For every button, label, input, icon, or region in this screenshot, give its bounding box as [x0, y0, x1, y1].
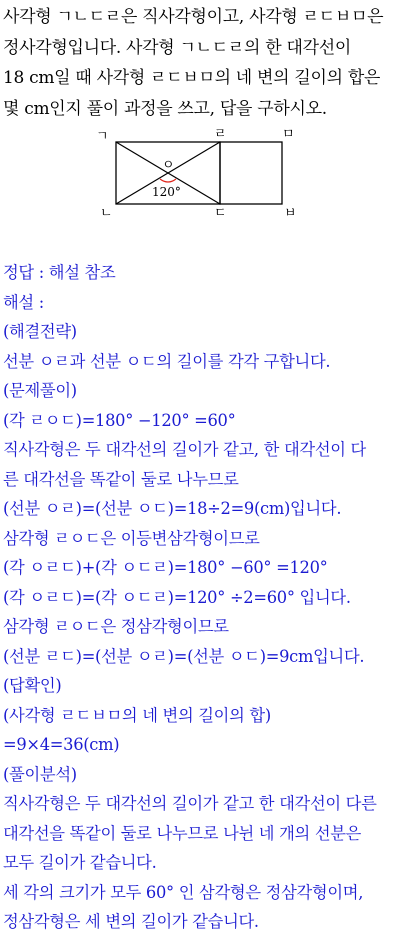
question-line: 사각형 ㄱㄴㄷㄹ은 직사각형이고, 사각형 ㄹㄷㅂㅁ은 — [3, 7, 384, 27]
solution-line: (문제풀이) — [3, 381, 77, 400]
solution-line: 대각선을 똑같이 둘로 나누므로 나뉜 네 개의 선분은 — [3, 823, 362, 843]
label-bieup: ㅂ — [284, 206, 297, 220]
question-line: 18 cm일 때 사각형 ㄹㄷㅂㅁ의 네 변의 길이의 합은 — [3, 68, 381, 88]
solution-line: (선분 ㄹㄷ)=(선분 ㅇㄹ)=(선분 ㅇㄷ)=9cm입니다. — [3, 646, 365, 666]
solution-line: (해결전략) — [3, 322, 77, 341]
question-line: 정사각형입니다. 사각형 ㄱㄴㄷㄹ의 한 대각선이 — [3, 37, 351, 58]
solution-line: 정삼각형은 세 변의 길이가 같습니다. — [3, 912, 259, 931]
solution-line: 른 대각선을 똑같이 둘로 나누므로 — [3, 469, 239, 489]
label-digeut: ㄷ — [214, 206, 227, 220]
solution-line: 삼각형 ㄹㅇㄷ은 정삼각형이므로 — [3, 617, 229, 636]
question-line: 몇 cm인지 풀이 과정을 쓰고, 답을 구하시오. — [3, 98, 327, 119]
solution-line: 삼각형 ㄹㅇㄷ은 이등변삼각형이므로 — [3, 528, 260, 548]
solution-header: 해설 : — [3, 292, 44, 312]
solution-line: (각 ㅇㄹㄷ)+(각 ㅇㄷㄹ)=180° −60° =120° — [3, 558, 328, 577]
solution-line: =9×4=36(cm) — [3, 735, 120, 754]
label-rieul: ㄹ — [214, 127, 227, 142]
label-mieum: ㅁ — [282, 127, 295, 142]
solution-line: (선분 ㅇㄹ)=(선분 ㅇㄷ)=18÷2=9(cm)입니다. — [3, 499, 342, 518]
solution-line: (사각형 ㄹㄷㅂㅁ의 네 변의 길이의 합) — [3, 705, 271, 725]
square-rieul-digeut-bieup-mieum — [220, 142, 282, 204]
solution-line: 선분 ㅇㄹ과 선분 ㅇㄷ의 길이를 각각 구합니다. — [3, 351, 331, 371]
rectangle-figure — [96, 120, 306, 220]
label-giyeok: ㄱ — [96, 129, 109, 144]
answer-label: 정답 : 해설 참조 — [3, 263, 116, 282]
solution-line: 모두 길이가 같습니다. — [3, 853, 157, 872]
solution-line: (풀이분석) — [3, 764, 77, 784]
question-text — [3, 2, 397, 124]
label-ieung-center: ㅇ — [162, 158, 175, 173]
solution-line: (답확인) — [3, 676, 62, 695]
solution-line: 직사각형은 두 대각선의 길이가 같고, 한 대각선이 다 — [3, 440, 366, 459]
solution-section — [3, 258, 399, 937]
solution-line: 직사각형은 두 대각선의 길이가 같고 한 대각선이 다른 — [3, 794, 377, 813]
label-nieun: ㄴ — [100, 206, 113, 220]
solution-line: (각 ㅇㄹㄷ)=(각 ㅇㄷㄹ)=120° ÷2=60° 입니다. — [3, 587, 351, 607]
angle-arc — [160, 179, 176, 182]
figure-svg — [96, 120, 306, 220]
angle-label-120: 120° — [152, 185, 181, 199]
solution-line: 세 각의 크기가 모두 60° 인 삼각형은 정삼각형이며, — [3, 882, 364, 902]
solution-line: (각 ㄹㅇㄷ)=180° −120° =60° — [3, 410, 236, 430]
